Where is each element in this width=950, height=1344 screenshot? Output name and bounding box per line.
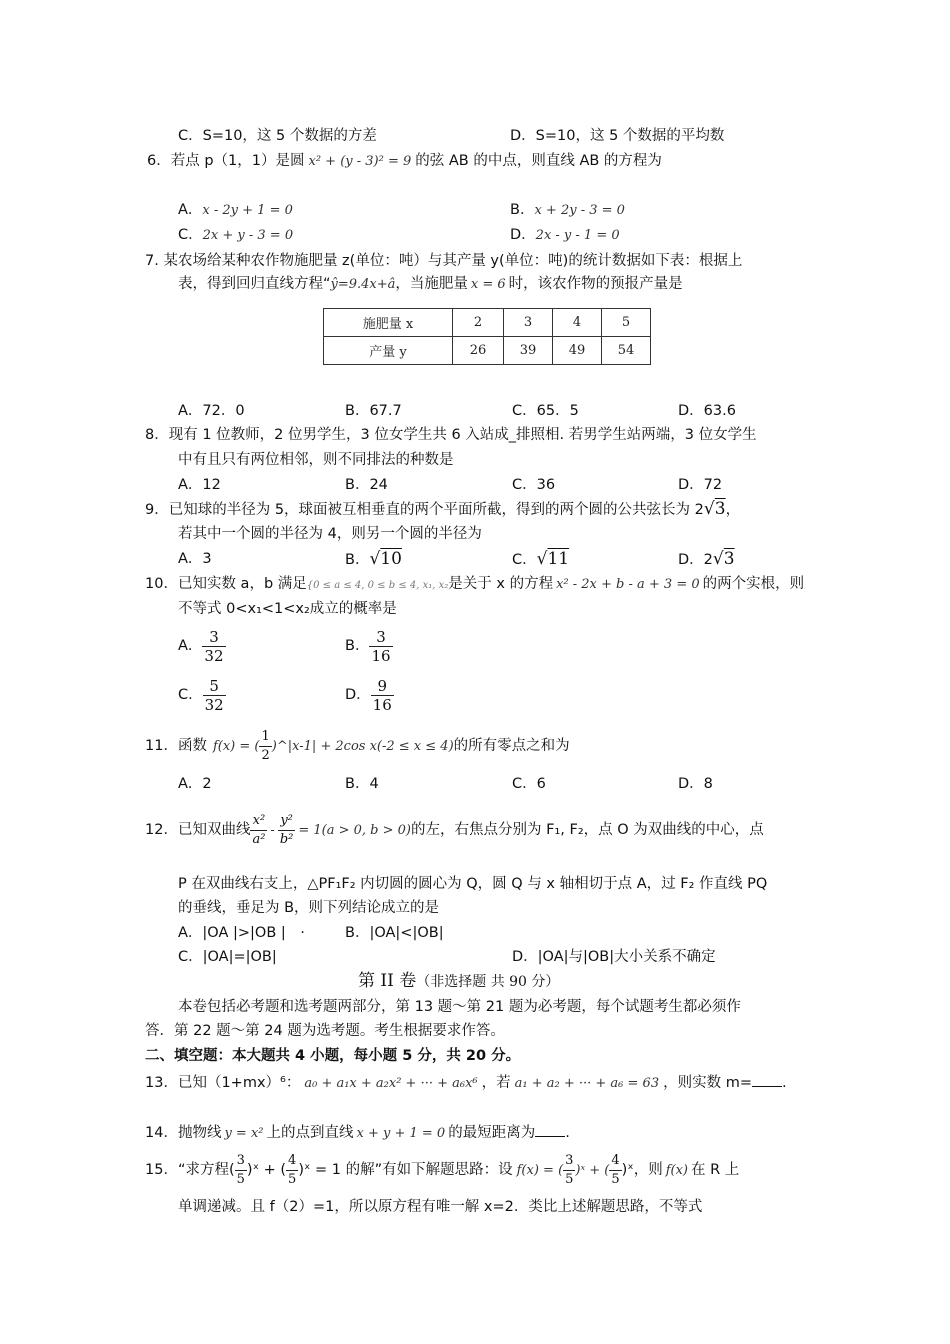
q6-stem — [147, 151, 662, 172]
q9-option-b: B．√10 — [345, 549, 402, 569]
q9-option-d: D．2√3 — [678, 549, 735, 569]
q7-option-a: A．72．0 — [178, 403, 245, 419]
q11-option-b: B．4 — [345, 776, 379, 792]
q8-option-d: D．72 — [678, 477, 723, 493]
table-cell: 5 — [602, 309, 651, 337]
table-cell: 26 — [453, 337, 504, 365]
table-row — [324, 309, 651, 337]
q8-option-c: C．36 — [512, 477, 556, 493]
part2-intro-line2: 答．第 22 题～第 24 题为选考题。考生根据要求作答。 — [145, 1023, 505, 1039]
q10-line1: 10．已知实数 a，b 满足{0 ≤ a ≤ 4, 0 ≤ b ≤ 4, x₁, x₂是关于 x 的方程 x² - 2x + b - a + 3 = 0 的两个实根，则 — [145, 576, 805, 592]
q10-line2: 不等式 0<x₁<1<x₂成立的概率是 — [178, 601, 397, 617]
q6-circle-equation: x² + (y - 3)² = 9 — [308, 154, 412, 169]
q14-line: x + y + 1 = 0 — [356, 1126, 446, 1141]
q6-stem-b: 的弦 AB 的中点，则直线 AB 的方程为 — [415, 153, 662, 169]
table-row — [324, 337, 651, 365]
q11-stem: 11．函数 f(x) = ( $\frac{1}{2}$ )^|x-1| + 2cos x(-2 ≤ x ≤ 4)的所有零点之和为 — [145, 728, 570, 763]
q13-condition: a₁ + a₂ + ··· + a₆ = 63 — [514, 1076, 660, 1091]
part2-title: 第 II 卷 — [358, 971, 417, 991]
part2-subtitle: （非选择题 共 90 分） — [416, 974, 560, 990]
q7-line2: 表，得到回归直线方程“ŷ=9.4x+â，当施肥量 x = 6 时，该农作物的预报产量是 — [178, 276, 683, 292]
q12-option-d: D．|OA|与|OB|大小关系不确定 — [512, 949, 716, 965]
part2-intro-line1: 本卷包括必考题和选考题两部分，第 13 题～第 21 题为必考题，每个试题考生都必须作 — [178, 999, 741, 1015]
q8-line2: 中有且只有两位相邻，则不同排法的种数是 — [178, 452, 454, 468]
q6-option-c: C．2x + y - 3 = 0 — [178, 227, 294, 243]
q12-option-b: B．|OA|<|OB| — [345, 925, 444, 941]
q7-line1: 7. 某农场给某种农作物施肥量 z(单位：吨）与其产量 y(单位：吨)的统计数据如下表：根据上 — [145, 253, 743, 269]
q6-option-d: D．2x - y - 1 = 0 — [510, 227, 620, 243]
q7-option-c: C．65．5 — [512, 403, 579, 419]
q12-option-c: C．|OA|=|OB| — [178, 949, 277, 965]
q10-option-a: A． $\frac{3}{32}$ — [178, 627, 224, 665]
table-header-fertilizer: 施肥量 x — [324, 309, 453, 337]
q13-expansion: a₀ + a₁x + a₂x² + ··· + a₆x⁶ — [304, 1076, 478, 1091]
q9-option-c: C．√11 — [512, 549, 570, 569]
table-cell: 4 — [553, 309, 602, 337]
table-header-yield: 产量 y — [324, 337, 453, 365]
q10-option-b: B． $\frac{3}{16}$ — [345, 627, 391, 665]
table-cell: 49 — [553, 337, 602, 365]
q6-option-b: B．x + 2y - 3 = 0 — [510, 202, 625, 218]
q8-option-a: A．12 — [178, 477, 221, 493]
q7-option-b: B．67.7 — [345, 403, 402, 419]
q8-option-b: B．24 — [345, 477, 388, 493]
part2-heading — [358, 971, 559, 992]
table-cell: 2 — [453, 309, 504, 337]
q9-line1: 9．已知球的半径为 5，球面被互相垂直的两个平面所截，得到的两个圆的公共弦长为 2√3， — [145, 499, 741, 519]
q15-line2: 单调递减。且 f（2）=1，所以原方程有唯一解 x=2．类比上述解题思路，不等式 — [178, 1199, 703, 1215]
q6-option-a: A．x - 2y + 1 = 0 — [178, 202, 293, 218]
q14-answer-blank — [535, 1122, 565, 1137]
q15-stem: 15．“求方程( $\frac{3}{5}$ )ˣ + ( $\frac{4}{5}$ )ˣ = 1 的解”有如下解题思路：设 f(x) = ( $\frac{3}{5}$ )ˣ + ( $\frac{4}{5}$ )ˣ，则 f(x) 在 R 上 — [145, 1152, 740, 1187]
q11-option-d: D．8 — [678, 776, 713, 792]
q14-stem: 14．抛物线 y = x² 上的点到直线 x + y + 1 = 0 的最短距离为 . — [145, 1122, 570, 1144]
q12-stem: 12．已知双曲线 $\frac{\text{x²}}{\text{a²}}$ - $\frac{\text{y²}}{\text{b²}}$ = 1(a > 0, b > 0)的左，右焦点分别为 F₁, F₂，点 O 为双曲线的中心，点 — [145, 812, 764, 847]
q11-option-a: A．2 — [178, 776, 212, 792]
q7-regression-equation: ŷ=9.4x+â — [330, 277, 396, 292]
q10-equation: x² - 2x + b - a + 3 = 0 — [556, 577, 700, 592]
q7-option-d: D．63.6 — [678, 403, 736, 419]
q10-condition: {0 ≤ a ≤ 4, 0 ≤ b ≤ 4, x₁, x₂ — [306, 580, 449, 591]
q10-option-d: D． $\frac{9}{16}$ — [345, 676, 392, 714]
q7-data-table — [323, 308, 651, 365]
q12-line2: P 在双曲线右支上，△PF₁F₂ 内切圆的圆心为 Q，圆 Q 与 x 轴相切于点 A，过 F₂ 作直线 PQ — [178, 876, 768, 892]
q6-stem-a: 6．若点 p（1，1）是圆 — [147, 153, 305, 169]
q14-parabola: y = x² — [224, 1126, 264, 1141]
section-fill-in-heading: 二、填空题：本大题共 4 小题，每小题 5 分，共 20 分。 — [145, 1048, 521, 1064]
table-cell: 39 — [504, 337, 553, 365]
q8-line1: 8．现有 1 位教师，2 位男学生，3 位女学生共 6 入站成_排照相. 若男学生站两端，3 位女学生 — [145, 427, 757, 443]
q5-option-c: C．S=10，这 5 个数据的方差 — [178, 128, 377, 144]
q12-line3: 的垂线，垂足为 B，则下列结论成立的是 — [178, 900, 440, 916]
q12-option-a: A．|OA |>|OB | · — [178, 925, 305, 941]
table-cell: 3 — [504, 309, 553, 337]
q9-line2: 若其中一个圆的半径为 4，则另一个圆的半径为 — [178, 526, 482, 542]
q5-option-d: D．S=10，这 5 个数据的平均数 — [510, 128, 725, 144]
q10-option-c: C． $\frac{5}{32}$ — [178, 676, 224, 714]
table-cell: 54 — [602, 337, 651, 365]
q13-stem: 13．已知（1+mx）⁶： a₀ + a₁x + a₂x² + ··· + a₆x⁶ ，若 a₁ + a₂ + ··· + a₆ = 63 ，则实数 m= . — [145, 1072, 787, 1094]
q13-answer-blank — [752, 1072, 782, 1087]
q11-option-c: C．6 — [512, 776, 546, 792]
q9-option-a: A．3 — [178, 551, 212, 567]
